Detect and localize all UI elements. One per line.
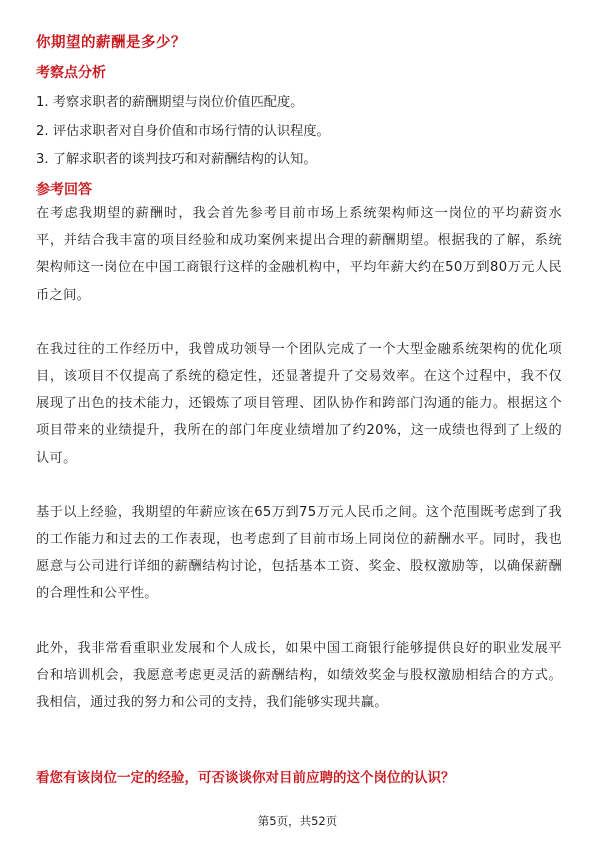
- answer-paragraph: 在考虑我期望的薪酬时，我会首先参考目前市场上系统架构师这一岗位的平均薪资水平，并结合我丰富的项目经验和成功案例来提出合理的薪酬期望。根据我的了解，系统架构师这一岗位在中国工商银行这样的金融机构中，平均年薪大约在50万到80万元人民币之间。: [36, 206, 562, 303]
- answer-paragraph: 此外，我非常看重职业发展和个人成长，如果中国工商银行能够提供良好的职业发展平台和培训机会，我愿意考虑更灵活的薪酬结构，如绩效奖金与股权激励相结合的方式。我相信，通过我的努力和公司的支持，我们能够实现共赢。: [36, 640, 562, 711]
- question-title: 你期望的薪酬是多少？: [36, 35, 186, 51]
- page-number: 第5页，共52页: [257, 814, 338, 828]
- next-question-title: 看您有该岗位一定的经验，可否谈谈你对目前应聘的这个岗位的认识？: [36, 770, 455, 786]
- answer-paragraph: 在我过往的工作经历中，我曾成功领导一个团队完成了一个大型金融系统架构的优化项目，该项目不仅提高了系统的稳定性，还显著提升了交易效率。在这个过程中，我不仅展现了出色的技术能力，还锻炼了项目管理、团队协作和跨部门沟通的能力。根据这个项目带来的业绩提升，我所在的部门年度业绩增加了约20%，这一成绩也得到了上级的认可。: [36, 341, 562, 466]
- analysis-item: 3. 了解求职者的谈判技巧和对薪酬结构的认知。: [36, 152, 317, 167]
- answer-heading: 参考回答: [36, 182, 92, 198]
- analysis-heading: 考察点分析: [36, 65, 106, 81]
- analysis-item: 1. 考察求职者的薪酬期望与岗位价值匹配度。: [36, 95, 304, 110]
- analysis-item: 2. 评估求职者对自身价值和市场行情的认识程度。: [36, 124, 330, 139]
- answer-paragraph: 基于以上经验，我期望的年薪应该在65万到75万元人民币之间。这个范围既考虑到了我的工作能力和过去的工作表现，也考虑到了目前市场上同岗位的薪酬水平。同时，我也愿意与公司进行详细的薪酬结构讨论，包括基本工资、奖金、股权激励等，以确保薪酬的合理性和公平性。: [36, 504, 562, 602]
- answer-body: [36, 200, 562, 716]
